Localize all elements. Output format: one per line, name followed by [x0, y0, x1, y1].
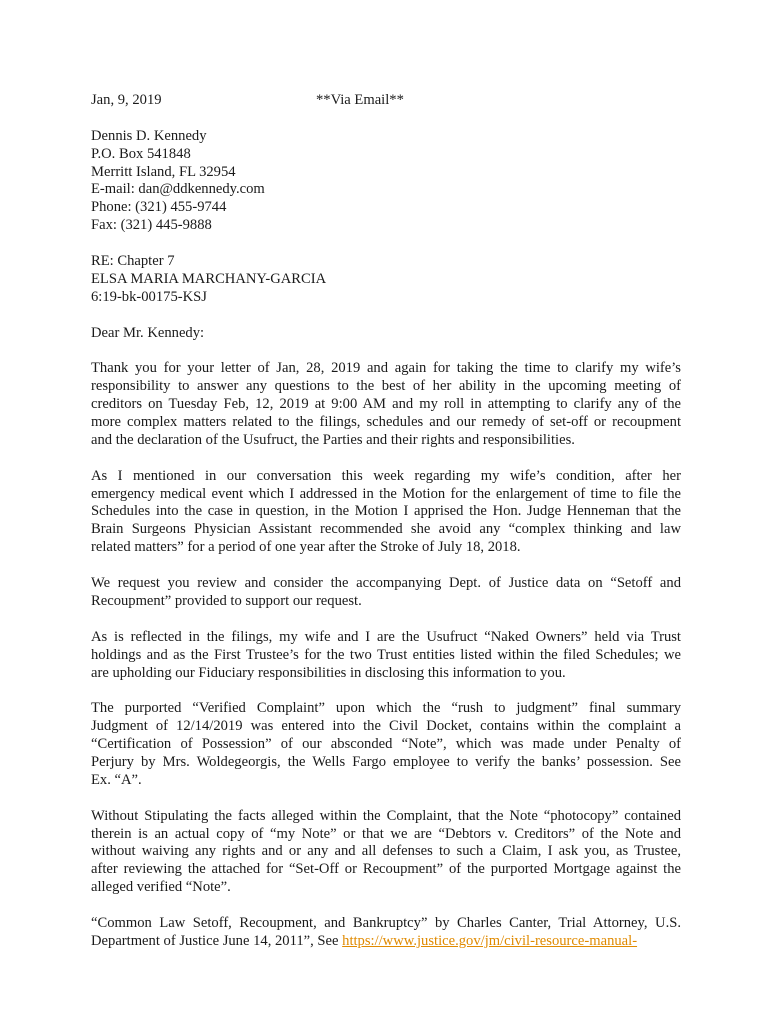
paragraph-line: Brain Surgeons Physician Assistant recommended she avoid any “complex thinking and law	[91, 521, 681, 538]
recipient-address-block	[91, 128, 681, 235]
paragraph-line: “Common Law Setoff, Recoupment, and Bankruptcy” by Charles Canter, Trial Attorney, U.S.	[91, 914, 681, 931]
paragraph-line: Thank you for your letter of Jan, 28, 2019 and again for taking the time to clarify my wife’s	[91, 360, 681, 377]
paragraph-3	[91, 575, 681, 611]
doj-resource-link[interactable]: https://www.justice.gov/jm/civil-resource-manual-	[342, 932, 638, 949]
paragraph-line: As I mentioned in our conversation this week regarding my wife’s condition, after her	[91, 467, 681, 484]
paragraph-line: Without Stipulating the facts alleged within the Complaint, that the Note “photocopy” contained	[91, 807, 681, 824]
paragraph-line: more complex matters related to the filings, schedules and our remedy of set-off or recoupment	[91, 414, 681, 431]
paragraph-line: related matters” for a period of one year after the Stroke of July 18, 2018.	[91, 539, 521, 556]
paragraph-2	[91, 468, 681, 557]
paragraph-line: alleged verified “Note”.	[91, 879, 231, 896]
paragraph-line: We request you review and consider the accompanying Dept. of Justice data on “Setoff and	[91, 575, 681, 592]
re-debtor: ELSA MARIA MARCHANY-GARCIA	[91, 270, 327, 287]
paragraph-6	[91, 808, 681, 897]
paragraph-line: Ex. “A”.	[91, 771, 142, 788]
paragraph-line: Schedules into the case in question, in the Motion I apprised the Hon. Judge Henneman that the	[91, 503, 681, 520]
recipient-phone: Phone: (321) 455-9744	[91, 199, 227, 216]
recipient-po-box: P.O. Box 541848	[91, 145, 191, 162]
recipient-fax: Fax: (321) 445-9888	[91, 217, 212, 234]
paragraph-line: creditors on Tuesday Feb, 12, 2019 at 9:00 AM and my roll in attempting to clarify any of the	[91, 396, 681, 413]
citation-text: Department of Justice June 14, 2011”, See	[91, 932, 343, 949]
letter-body	[91, 92, 681, 951]
paragraph-line: holdings and as the First Trustee’s for the two Trust entities listed within the filed Schedules; we	[91, 646, 681, 663]
paragraph-line: after reviewing the attached for “Set-Off or Recoupment” of the purported Mortgage against the	[91, 861, 681, 878]
re-chapter: RE: Chapter 7	[91, 253, 175, 270]
paragraph-line-with-link	[91, 933, 681, 951]
paragraph-4	[91, 629, 681, 683]
paragraph-line: emergency medical event which I addressed in the Motion for the enlargement of time to file the	[91, 485, 681, 502]
re-case-number: 6:19-bk-00175-KSJ	[91, 288, 207, 305]
paragraph-line: without waiving any rights and or any and all defenses to such a Claim, I ask you, as Trustee,	[91, 843, 681, 860]
paragraph-line: and the declaration of the Usufruct, the Parties and their rights and responsibilities.	[91, 431, 575, 448]
paragraph-line: responsibility to answer any questions to the best of her ability in the upcoming meeting of	[91, 378, 681, 395]
paragraph-5	[91, 700, 681, 789]
paragraph-line: As is reflected in the filings, my wife and I are the Usufruct “Naked Owners” held via Trust	[91, 628, 681, 645]
letter-header-row	[91, 92, 681, 110]
recipient-email: E-mail: dan@ddkennedy.com	[91, 181, 265, 198]
paragraph-line: Perjury by Mrs. Woldegeorgis, the Wells Fargo employee to verify the banks’ possession. See	[91, 753, 681, 770]
paragraph-line: Judgment of 12/14/2019 was entered into the Civil Docket, contains within the complaint a	[91, 718, 681, 735]
letter-date: Jan, 9, 2019	[91, 92, 162, 108]
paragraph-line: therein is an actual copy of “my Note” or that we are “Debtors v. Creditors” of the Note and	[91, 825, 681, 842]
salutation: Dear Mr. Kennedy:	[91, 324, 205, 341]
paragraph-line: The purported “Verified Complaint” upon which the “rush to judgment” final summary	[91, 700, 681, 717]
paragraph-1	[91, 360, 681, 449]
paragraph-line: Recoupment” provided to support our request.	[91, 592, 362, 609]
paragraph-line: are upholding our Fiduciary responsibilities in disclosing this information to you.	[91, 664, 566, 681]
recipient-city: Merritt Island, FL 32954	[91, 163, 236, 180]
paragraph-7	[91, 915, 681, 951]
delivery-method: **Via Email**	[316, 92, 404, 108]
paragraph-line: “Certification of Possession” of our absconded “Note”, which was made under Penalty of	[91, 736, 681, 753]
re-block	[91, 253, 681, 307]
recipient-name: Dennis D. Kennedy	[91, 127, 207, 144]
